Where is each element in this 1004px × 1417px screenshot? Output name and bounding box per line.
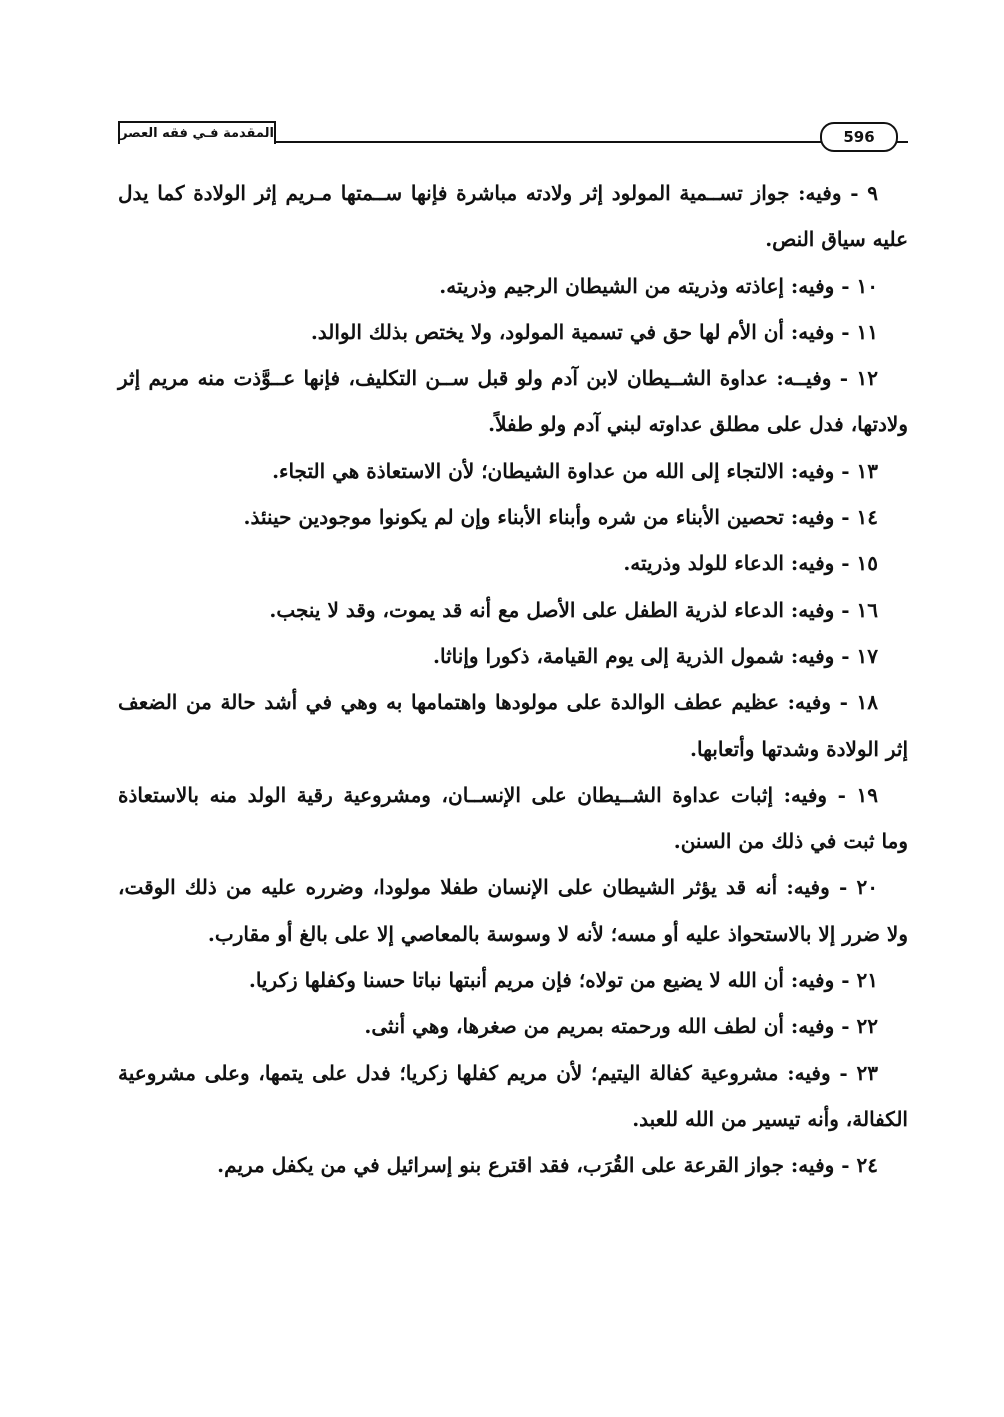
paragraph-line: ٢٠ - وفيه: أنه قد يؤثر الشيطان على الإنسان طفلا مولودا، وضرره عليه من ذلك الوقت، — [118, 875, 878, 900]
paragraph-19 — [118, 772, 908, 865]
paragraph-14: ١٤ - وفيه: تحصين الأبناء من شره وأبناء الأبناء وإن لم يكونوا موجودين حينئذ. — [243, 505, 878, 530]
paragraph-12 — [118, 355, 908, 448]
page-number: 596 — [820, 122, 898, 152]
paragraph-15: ١٥ - وفيه: الدعاء للولد وذريته. — [623, 551, 878, 576]
paragraph-line: عليه سياق النص. — [765, 227, 908, 252]
book-title: المقدمة فـي فقه العصر — [118, 121, 276, 144]
paragraph-line: ٩ - وفيه: جواز تســمية المولود إثر ولادته مباشرة فإنها ســمتها مـريم إثر الولادة كما يدل — [118, 181, 878, 205]
paragraph-line: ٢٣ - وفيه: مشروعية كفالة اليتيم؛ لأن مريم كفلها زكريا؛ فدل على يتمها، وعلى مشروعية — [118, 1060, 878, 1085]
paragraph-9 — [118, 170, 908, 263]
paragraph-17: ١٧ - وفيه: شمول الذرية إلى يوم القيامة، ذكورا وإناثا. — [433, 643, 878, 668]
paragraph-21: ٢١ - وفيه: أن الله لا يضيع من تولاه؛ فإن مريم أنبتها نباتا حسنا وكفلها زكريا. — [248, 968, 878, 993]
paragraph-10: ١٠ - وفيه: إعاذته وذريته من الشيطان الرجيم وذريته. — [439, 273, 878, 298]
paragraph-line: الكفالة، وأنه تيسير من الله للعبد. — [632, 1106, 908, 1131]
paragraph-13: ١٣ - وفيه: الالتجاء إلى الله من عداوة الشيطان؛ لأن الاستعاذة هي التجاء. — [272, 458, 878, 483]
paragraph-line: ١٩ - وفيه: إثبات عداوة الشــيطان على الإنســان، ومشروعية رقية الولد منه بالاستعاذة — [118, 782, 878, 807]
paragraph-line: ولادتها، فدل على مطلق عداوته لبني آدم ولو طفلاً. — [488, 412, 908, 437]
paragraph-11: ١١ - وفيه: أن الأم لها حق في تسمية المولود، ولا يختص بذلك الوالد. — [310, 319, 878, 344]
page-body — [118, 170, 908, 1189]
paragraph-22: ٢٢ - وفيه: أن لطف الله ورحمته بمريم من صغرها، وهي أنثى. — [364, 1014, 878, 1039]
page-header — [118, 114, 908, 148]
paragraph-23 — [118, 1050, 908, 1143]
paragraph-line: إثر الولادة وشدتها وأتعابها. — [690, 736, 908, 761]
paragraph-line: ١٨ - وفيه: عظيم عطف الوالدة على مولودها واهتمامها به وهي في أشد حالة من الضعف — [118, 690, 878, 715]
paragraph-20 — [118, 864, 908, 957]
paragraph-24: ٢٤ - وفيه: جواز القرعة على القُرَب، فقد اقترع بنو إسرائيل في من يكفل مريم. — [217, 1153, 878, 1178]
paragraph-line: وما ثبت في ذلك من السنن. — [673, 829, 908, 854]
paragraph-line: ولا ضرر إلا بالاستحواذ عليه أو مسه؛ لأنه لا وسوسة بالمعاصي إلا على بالغ أو مقارب. — [207, 921, 908, 946]
paragraph-16: ١٦ - وفيه: الدعاء لذرية الطفل على الأصل مع أنه قد يموت، وقد لا ينجب. — [269, 597, 878, 622]
paragraph-line: ١٢ - وفيــه: عداوة الشــيطان لابن آدم ولو قبل ســن التكليف، فإنها عــوَّذت منه مريم إثر — [118, 366, 878, 391]
paragraph-18 — [118, 679, 908, 772]
